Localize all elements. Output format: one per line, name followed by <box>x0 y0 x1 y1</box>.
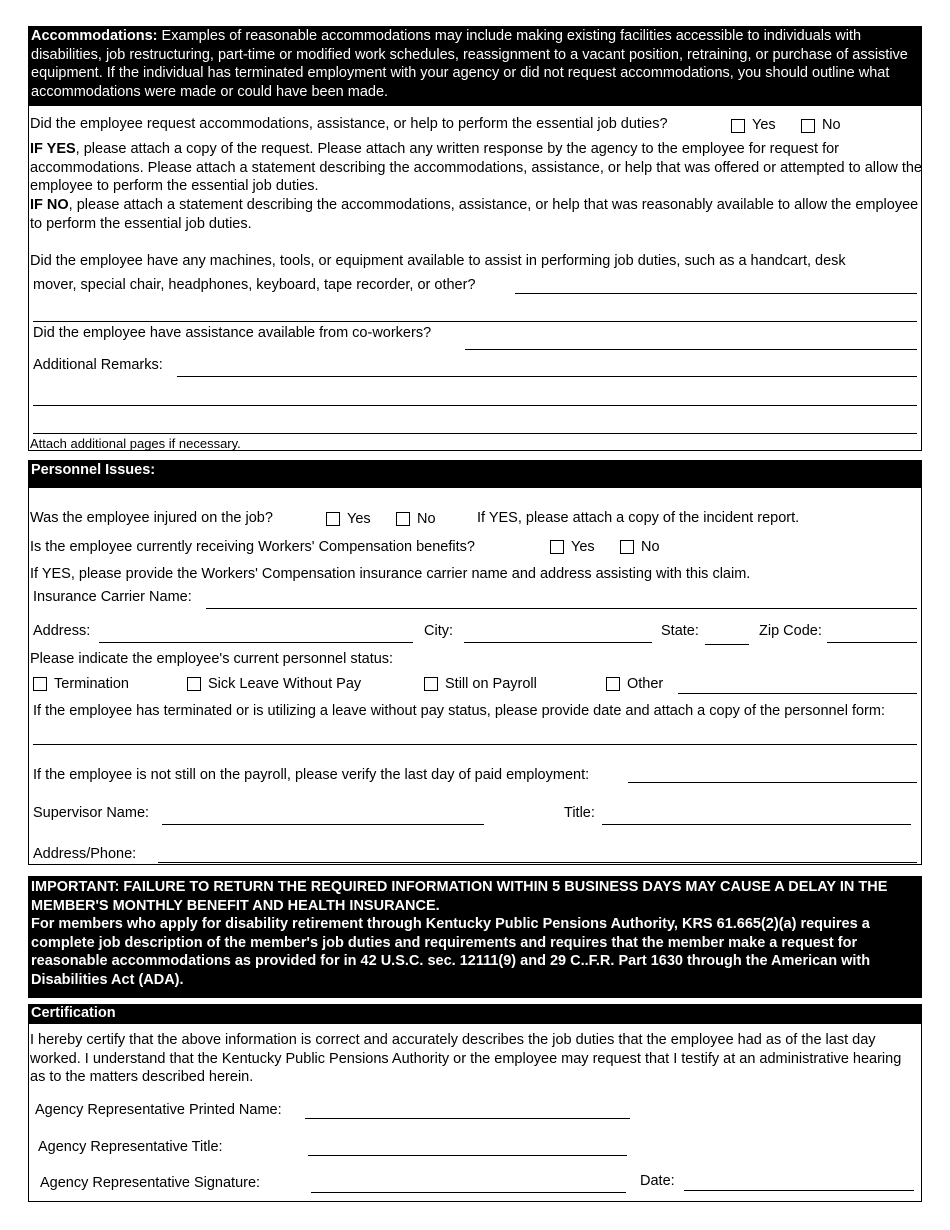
certification-text: I hereby certify that the above information is correct and accurately describes the job duties that the employee had as of the last day worked. I understand that the Kentucky Public Pensions Authority or the employee may request that I testify at an administrative hearing as to the matters described herein. <box>30 1032 902 1085</box>
date-label: Date: <box>640 1173 675 1189</box>
q-injured: Was the employee injured on the job? <box>30 510 273 526</box>
address-phone-line[interactable] <box>158 862 917 863</box>
other-label: Other <box>627 676 664 692</box>
machines-answer-line-2[interactable] <box>33 321 917 322</box>
last-paid-day-line[interactable] <box>628 782 917 783</box>
payroll-prompt: If the employee is not still on the payroll, please verify the last day of paid employment: <box>33 767 590 783</box>
status-prompt: Please indicate the employee's current personnel status: <box>30 651 394 667</box>
if-no-instructions <box>30 196 922 233</box>
rep-title-line[interactable] <box>308 1155 627 1156</box>
injured-yes-checkbox[interactable] <box>326 512 340 526</box>
if-no-text: , please attach a statement describing the accommodations, assistance, or help that was reasonably available to allow the employee to perform the essential job duties. <box>30 197 919 232</box>
supervisor-name-label: Supervisor Name: <box>33 805 150 821</box>
personnel-heading: Personnel Issues: <box>31 462 156 478</box>
city-line[interactable] <box>464 642 652 643</box>
q-workers-comp: Is the employee currently receiving Workers' Compensation benefits? <box>30 539 475 555</box>
machines-answer-line[interactable] <box>515 293 917 294</box>
q-coworkers: Did the employee have assistance available from co-workers? <box>33 325 432 341</box>
accommodations-intro-text: Examples of reasonable accommodations may include making existing facilities accessible to individuals with disabilities, job restructuring, part-time or modified work schedules, reassignment to a vacant position, retraining, or purchase of assistive equipment. If the individual has terminated employment with your agency or did not request accommodations, you should outline what accommodations were made or could have been made. <box>31 28 908 100</box>
supervisor-name-line[interactable] <box>162 824 484 825</box>
if-yes-label: IF YES <box>30 141 76 157</box>
personnel-header <box>28 460 922 488</box>
wc-no-checkbox[interactable] <box>620 540 634 554</box>
request-no-label: No <box>822 117 841 133</box>
leave-prompt: If the employee has terminated or is utilizing a leave without pay status, please provide date and attach a copy of the personnel form: <box>33 703 885 719</box>
carrier-name-label: Insurance Carrier Name: <box>33 589 192 605</box>
termination-checkbox[interactable] <box>33 677 47 691</box>
if-yes-instructions <box>30 140 922 196</box>
state-line[interactable] <box>705 644 749 645</box>
important-notice <box>28 876 922 998</box>
sick-leave-label: Sick Leave Without Pay <box>208 676 362 692</box>
coworkers-answer-line[interactable] <box>465 349 917 350</box>
remarks-line-3[interactable] <box>33 433 917 434</box>
address-phone-label: Address/Phone: <box>33 846 137 862</box>
remarks-line-1[interactable] <box>177 376 917 377</box>
still-on-payroll-checkbox[interactable] <box>424 677 438 691</box>
address-label: Address: <box>33 623 91 639</box>
important-line1: IMPORTANT: FAILURE TO RETURN THE REQUIRED INFORMATION WITHIN 5 BUSINESS DAYS MAY CAUSE A DELAY IN THE MEMBER'S MONTHLY BENEFIT AND HEALTH INSURANCE. <box>31 879 888 914</box>
signature-label: Agency Representative Signature: <box>40 1175 261 1191</box>
accommodations-header <box>28 26 922 106</box>
injured-note: If YES, please attach a copy of the incident report. <box>477 510 800 526</box>
wc-note: If YES, please provide the Workers' Compensation insurance carrier name and address assisting with this claim. <box>30 566 751 582</box>
printed-name-label: Agency Representative Printed Name: <box>35 1102 282 1118</box>
request-yes-label: Yes <box>752 117 776 133</box>
other-checkbox[interactable] <box>606 677 620 691</box>
printed-name-line[interactable] <box>305 1118 630 1119</box>
request-yes-checkbox[interactable] <box>731 119 745 133</box>
sick-leave-checkbox[interactable] <box>187 677 201 691</box>
q-request-accommodations: Did the employee request accommodations, assistance, or help to perform the essential job duties? <box>30 116 668 132</box>
q-machines-line2: mover, special chair, headphones, keyboard, tape recorder, or other? <box>33 277 476 293</box>
supervisor-title-label: Title: <box>564 805 595 821</box>
request-no-checkbox[interactable] <box>801 119 815 133</box>
wc-yes-label: Yes <box>571 539 595 555</box>
q-machines-line1: Did the employee have any machines, tools, or equipment available to assist in performing job duties, such as a handcart, desk <box>30 253 846 269</box>
zip-label: Zip Code: <box>759 623 822 639</box>
injured-no-label: No <box>417 511 436 527</box>
leave-date-line[interactable] <box>33 744 917 745</box>
address-line[interactable] <box>99 642 413 643</box>
rep-title-label: Agency Representative Title: <box>38 1139 223 1155</box>
attach-note: Attach additional pages if necessary. <box>30 436 241 451</box>
accommodations-intro <box>31 27 921 101</box>
signature-line[interactable] <box>311 1192 626 1193</box>
if-yes-text: , please attach a copy of the request. Please attach any written response by the agency to the employee for request for accommodations. Please attach a statement describing the accommodations, assistance, or help that was offered or attempted to allow the employee to perform the essential job duties. <box>30 141 922 194</box>
additional-remarks-label: Additional Remarks: <box>33 357 163 373</box>
still-on-payroll-label: Still on Payroll <box>445 676 537 692</box>
injured-yes-label: Yes <box>347 511 371 527</box>
state-label: State: <box>661 623 699 639</box>
wc-yes-checkbox[interactable] <box>550 540 564 554</box>
supervisor-title-line[interactable] <box>602 824 911 825</box>
date-line[interactable] <box>684 1190 914 1191</box>
accommodations-heading: Accommodations: <box>31 28 158 44</box>
important-line2: For members who apply for disability retirement through Kentucky Public Pensions Authority, KRS 61.665(2)(a) requires a complete job description of the member's job duties and requirements and requires that the member make a request for reasonable accommodations as provided for in 42 U.S.C. sec. 12111(9) and 29 C..F.R. Part 1630 through the American with Disabilities Act (ADA). <box>31 916 871 988</box>
if-no-label: IF NO <box>30 197 69 213</box>
injured-no-checkbox[interactable] <box>396 512 410 526</box>
remarks-line-2[interactable] <box>33 405 917 406</box>
certification-heading: Certification <box>31 1005 116 1021</box>
termination-label: Termination <box>54 676 129 692</box>
wc-no-label: No <box>641 539 660 555</box>
other-line[interactable] <box>678 693 917 694</box>
carrier-name-line[interactable] <box>206 608 917 609</box>
city-label: City: <box>424 623 453 639</box>
zip-line[interactable] <box>827 642 917 643</box>
